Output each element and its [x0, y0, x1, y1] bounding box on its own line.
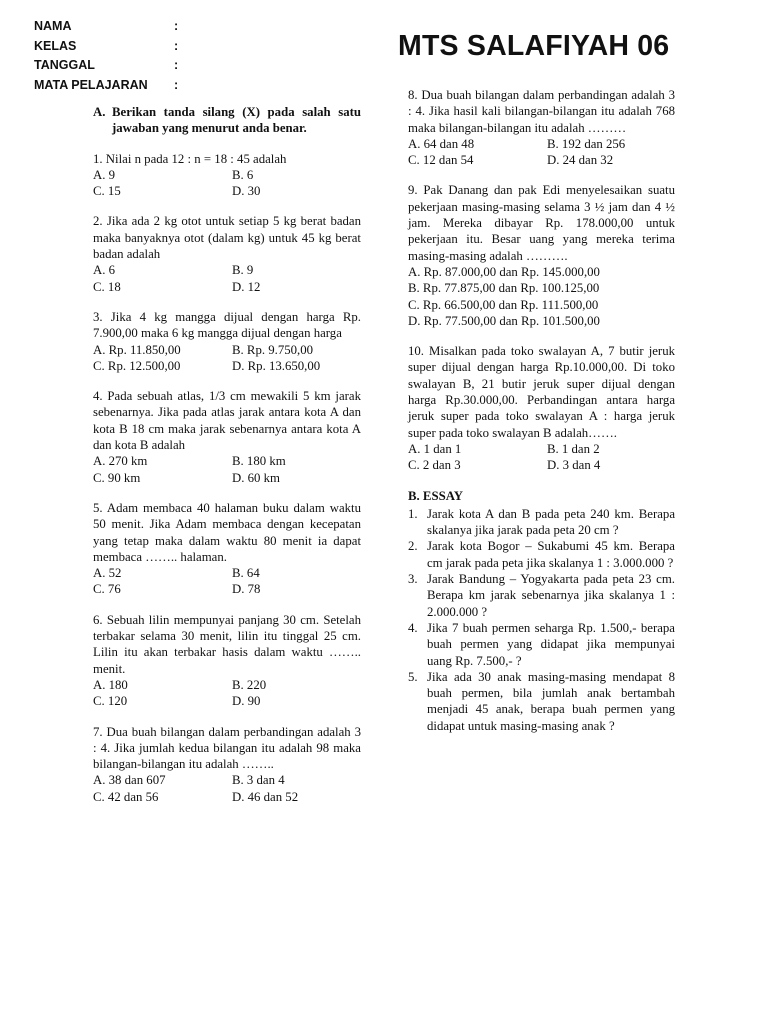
- option-b: B. 220: [232, 677, 267, 692]
- answer-options: [93, 167, 361, 200]
- answer-options: [93, 677, 361, 710]
- option-d: D. 30: [232, 184, 261, 199]
- answer-options: [408, 441, 675, 474]
- option-d: D. 12: [232, 279, 261, 294]
- option-b: B. 180 km: [232, 454, 286, 469]
- field-colon: :: [174, 58, 179, 72]
- question-stem: 9. Pak Danang dan pak Edi menyelesaikan suatu pekerjaan masing-masing selama 3 ½ jam dan 4 ½ jam. Mereka dibayar Rp. 178.000,00 untuk pekerjaan itu. Besar uang yang mereka terima masing-masing adalah ……….: [408, 183, 675, 263]
- answer-options: [93, 772, 361, 805]
- essay-item: [408, 538, 675, 571]
- question-2: [93, 213, 361, 294]
- essay-item: [408, 571, 675, 620]
- right-column: [408, 87, 675, 734]
- question-stem: 3. Jika 4 kg mangga dijual dengan harga Rp. 7.900,00 maka 6 kg mangga dijual dengan harga: [93, 309, 361, 341]
- essay-item: [408, 506, 675, 539]
- option-d: D. 24 dan 32: [547, 153, 614, 168]
- option-b: B. 3 dan 4: [232, 773, 285, 788]
- option-b: B. 9: [232, 263, 254, 278]
- essay-text: Jarak kota A dan B pada peta 240 km. Berapa skalanya jika jarak pada peta 20 cm ?: [427, 506, 675, 538]
- option-a: A. 1 dan 1: [408, 441, 462, 456]
- question-5: [93, 500, 361, 598]
- option-a: A. 52: [93, 566, 122, 581]
- field-label: KELAS: [34, 38, 77, 53]
- question-3: [93, 309, 361, 374]
- option-d: D. 78: [232, 582, 261, 597]
- option-c: C. 18: [93, 279, 121, 294]
- essay-list: [408, 506, 675, 734]
- field-label: MATA PELAJARAN: [34, 77, 148, 92]
- option-a: A. 38 dan 607: [93, 773, 166, 788]
- essay-number: 4.: [408, 620, 418, 635]
- question-stem: 10. Misalkan pada toko swalayan A, 7 butir jeruk super dijual dengan harga Rp.10.000,00. Di toko swalayan B, 21 butir jeruk super dijual dengan harga Rp.30.000,00. Perbandingan antara harga jeruk super pada toko swalayan A : harga jeruk super pada toko swalayan B adalah…….: [408, 344, 675, 440]
- option-c: C. Rp. 12.500,00: [93, 358, 181, 373]
- essay-text: Jika 7 buah permen seharga Rp. 1.500,- berapa buah permen yang didapat jika mempunyai uang Rp. 7.500,- ?: [427, 620, 675, 668]
- essay-heading: B. ESSAY: [408, 488, 464, 503]
- question-8: [408, 87, 675, 168]
- option-c: C. 12 dan 54: [408, 153, 474, 168]
- answer-options: [93, 342, 361, 375]
- option-c: C. 76: [93, 582, 121, 597]
- question-6: [93, 612, 361, 710]
- option-a: A. Rp. 11.850,00: [93, 342, 181, 357]
- question-1: [93, 151, 361, 200]
- essay-number: 5.: [408, 669, 418, 684]
- option-b: B. 64: [232, 566, 260, 581]
- option-b: B. 1 dan 2: [547, 441, 600, 456]
- question-stem: 8. Dua buah bilangan dalam perbandingan adalah 3 : 4. Jika hasil kali bilangan-bilangan itu adalah 768 maka bilangan-bilangan itu adalah ………: [408, 88, 675, 135]
- answer-options: [408, 264, 675, 329]
- option-a: A. Rp. 87.000,00 dan Rp. 145.000,00: [408, 264, 600, 279]
- option-a: A. 6: [93, 263, 116, 278]
- answer-options: [93, 565, 361, 598]
- option-d: D. Rp. 77.500,00 dan Rp. 101.500,00: [408, 313, 600, 328]
- question-4: [93, 388, 361, 486]
- option-d: D. 46 dan 52: [232, 789, 299, 804]
- question-7: [93, 724, 361, 805]
- field-label: TANGGAL: [34, 58, 95, 72]
- option-c: C. Rp. 66.500,00 dan Rp. 111.500,00: [408, 297, 599, 312]
- essay-number: 2.: [408, 539, 418, 554]
- field-colon: :: [174, 77, 179, 92]
- option-c: C. 2 dan 3: [408, 458, 461, 473]
- question-9: [408, 182, 675, 329]
- option-d: D. 60 km: [232, 470, 280, 485]
- option-c: C. 120: [93, 694, 128, 709]
- section-letter: A.: [93, 105, 106, 119]
- answer-options: [93, 453, 361, 486]
- option-c: C. 42 dan 56: [93, 789, 159, 804]
- option-c: C. 15: [93, 184, 121, 199]
- section-a-instruction: [93, 104, 361, 137]
- question-10: [408, 343, 675, 473]
- option-a: A. 9: [93, 167, 116, 182]
- option-b: B. 6: [232, 167, 254, 182]
- field-colon: :: [174, 19, 179, 33]
- question-stem: 7. Dua buah bilangan dalam perbandingan adalah 3 : 4. Jika jumlah kedua bilangan itu adalah 98 maka bilangan-bilangan itu adalah ……..: [93, 724, 361, 772]
- option-a: A. 180: [93, 677, 128, 692]
- answer-options: [93, 262, 361, 295]
- answer-options: [408, 136, 675, 169]
- question-stem: 2. Jika ada 2 kg otot untuk setiap 5 kg berat badan maka banyaknya otot (dalam kg) untuk 45 kg berat badan adalah: [93, 214, 361, 262]
- subject-field: [34, 76, 354, 96]
- question-stem: 1. Nilai n pada 12 : n = 18 : 45 adalah: [93, 151, 287, 166]
- essay-text: Jika ada 30 anak masing-masing mendapat 8 buah permen, bila jumlah anak bertambah menjadi 45 anak, berapa buah permen yang didapat untuk masing-masing anak ?: [427, 669, 675, 733]
- question-stem: 6. Sebuah lilin mempunyai panjang 30 cm. Setelah terbakar selama 30 menit, lilin itu tinggal 25 cm. Lilin itu akan terbakar hasis dalam waktu …….. menit.: [93, 612, 361, 676]
- option-b: B. Rp. 77.875,00 dan Rp. 100.125,00: [408, 281, 600, 296]
- field-colon: :: [174, 38, 179, 53]
- instruction-text: Berikan tanda silang (X) pada salah satu jawaban yang menurut anda benar.: [112, 105, 361, 136]
- date-field: [34, 56, 354, 76]
- essay-text: Jarak kota Bogor – Sukabumi 45 km. Berapa cm jarak pada peta jika skalanya 1 : 3.000.000 ?: [427, 539, 675, 570]
- field-label: NAMA: [34, 19, 72, 33]
- option-d: D. 3 dan 4: [547, 458, 601, 473]
- student-info-header: [34, 17, 354, 95]
- option-c: C. 90 km: [93, 470, 141, 485]
- option-d: D. Rp. 13.650,00: [232, 358, 321, 373]
- left-column: [93, 104, 361, 819]
- name-field: [34, 17, 354, 37]
- essay-text: Jarak Bandung – Yogyakarta pada peta 23 cm. Berapa km jarak sebenarnya jika skalanya 1 : 2.000.000 ?: [427, 572, 675, 619]
- essay-number: 1.: [408, 506, 418, 521]
- school-title: MTS SALAFIYAH 06: [398, 30, 670, 62]
- option-b: B. Rp. 9.750,00: [232, 342, 314, 357]
- question-stem: 5. Adam membaca 40 halaman buku dalam waktu 50 menit. Jika Adam membaca dengan kecepatan yang tetap maka dalam waktu 80 menit ia dapat membaca …….. halaman.: [93, 500, 361, 564]
- option-d: D. 90: [232, 694, 261, 709]
- essay-item: [408, 620, 675, 669]
- essay-number: 3.: [408, 572, 418, 587]
- option-a: A. 270 km: [93, 454, 148, 469]
- class-field: [34, 37, 354, 57]
- question-stem: 4. Pada sebuah atlas, 1/3 cm mewakili 5 km jarak sebenarnya. Jika pada atlas jarak antara kota A dan kota B 18 cm maka jarak sebenarnya antara kota A dan kota B adalah: [93, 389, 361, 453]
- option-b: B. 192 dan 256: [547, 136, 626, 151]
- essay-item: [408, 669, 675, 734]
- option-a: A. 64 dan 48: [408, 136, 475, 151]
